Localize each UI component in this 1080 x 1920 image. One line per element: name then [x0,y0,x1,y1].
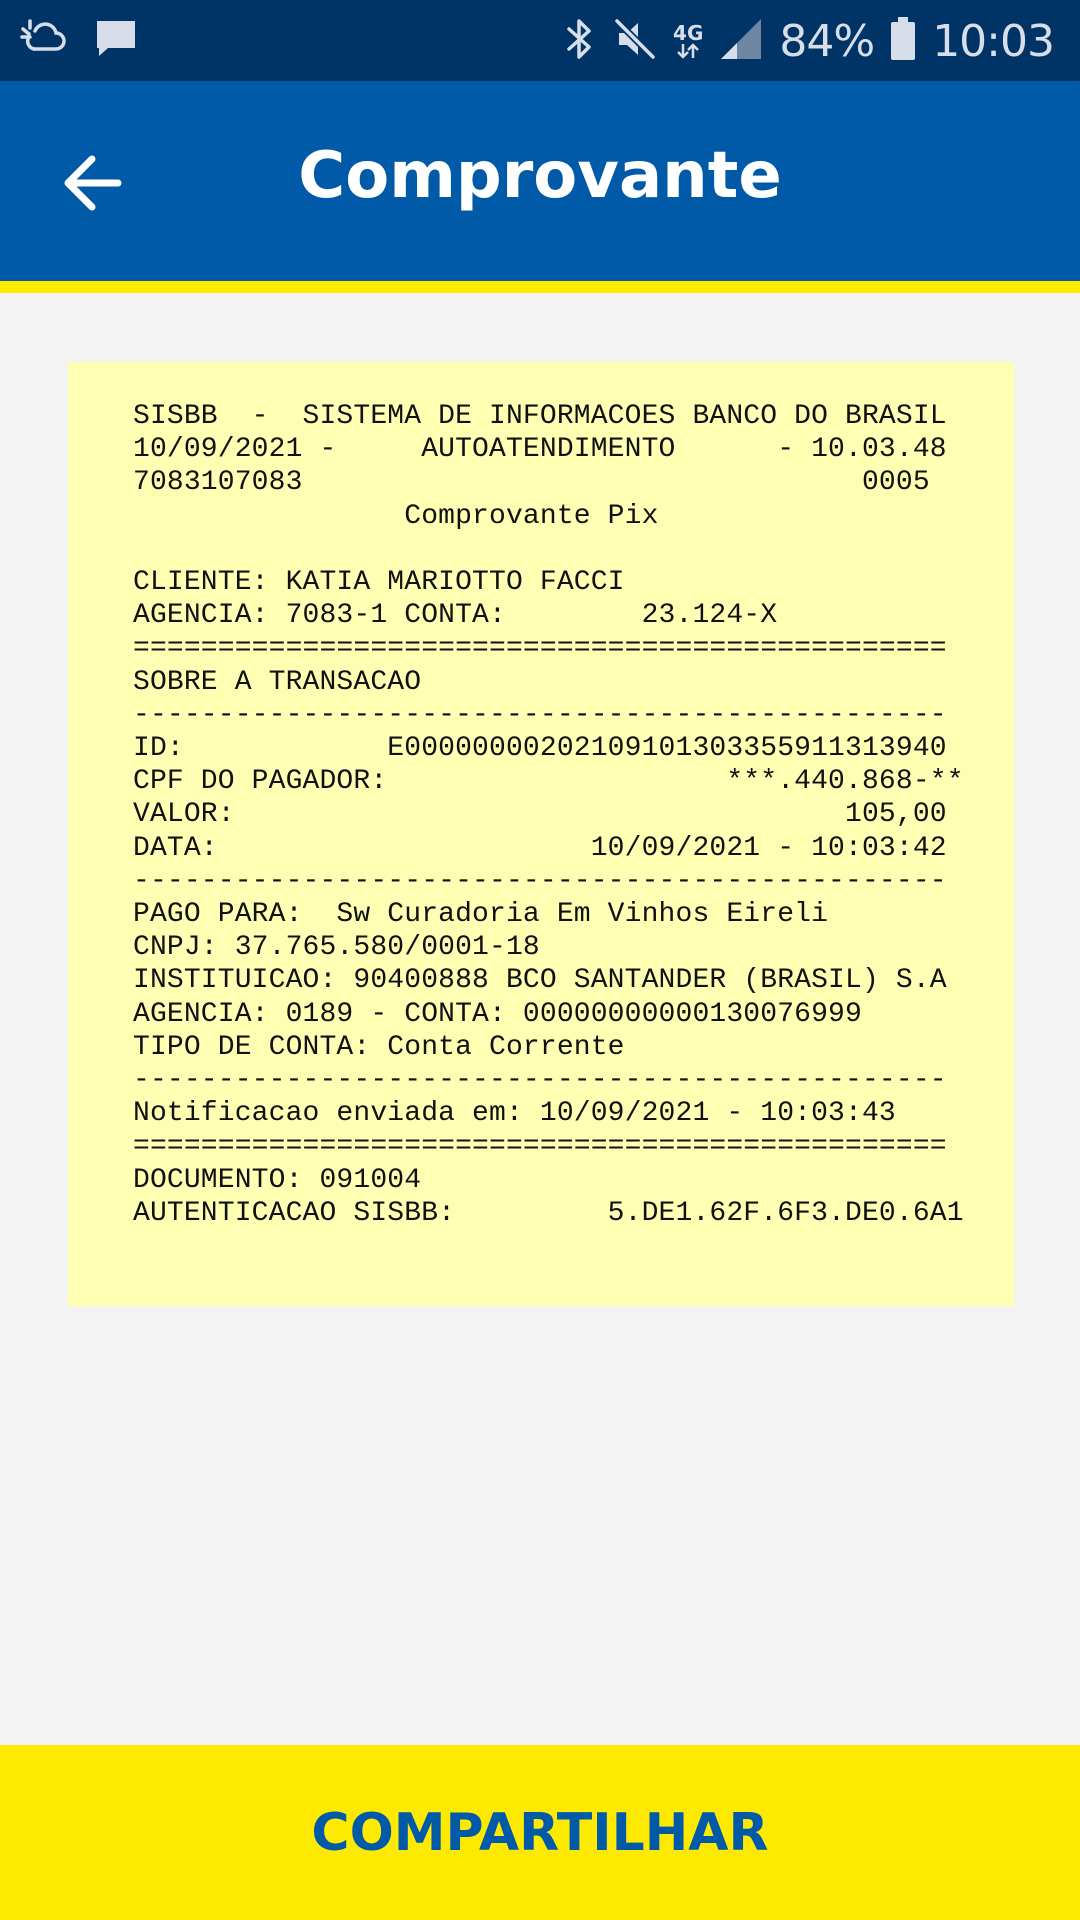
receipt-line: DOCUMENTO: 091004 [133,1164,422,1196]
receipt-text [133,400,1014,1230]
receipt-line: AGENCIA: 7083-1 CONTA: 23.124-X [133,600,778,632]
receipt-line: ================================================ [133,1131,947,1163]
signal-icon [719,17,763,66]
share-button-label: COMPARTILHAR [311,1802,769,1863]
receipt-line: SISBB - SISTEMA DE INFORMACOES BANCO DO BRASIL [133,401,947,432]
battery-percent: 84% [779,15,875,67]
receipt-line: ------------------------------------------------ [133,1065,947,1097]
receipt-line: TIPO DE CONTA: Conta Corrente [133,1031,625,1063]
bluetooth-icon [563,15,597,68]
receipt-line: 10/09/2021 - AUTOATENDIMENTO - 10.03.48 [133,434,947,466]
network-4g-indicator: 4G [673,23,703,59]
receipt-line: DATA: 10/09/2021 - 10:03:42 [133,832,947,864]
receipt-line: CPF DO PAGADOR: ***.440.868-** [133,766,964,798]
receipt-line: Notificacao enviada em: 10/09/2021 - 10:03:43 [133,1098,896,1130]
receipt-line: ID: E00000000202109101303355911313940 [133,733,947,765]
receipt-line: SOBRE A TRANSACAO [133,666,422,698]
receipt-line: CNPJ: 37.765.580/0001-18 [133,932,540,964]
receipt-line: AUTENTICACAO SISBB: 5.DE1.62F.6F3.DE0.6A1 [133,1197,964,1229]
receipt-card [68,362,1014,1306]
receipt-line: AGENCIA: 0189 - CONTA: 00000000000130076999 [133,998,862,1030]
share-button[interactable] [0,1745,1080,1920]
receipt-line: ------------------------------------------------ [133,865,947,897]
clock: 10:03 [932,15,1054,67]
receipt-line: VALOR: 105,00 [133,799,947,831]
status-bar [0,0,1080,81]
receipt-line: INSTITUICAO: 90400888 BCO SANTANDER (BRASIL) S.A [133,965,947,997]
battery-icon [890,17,916,66]
mute-icon [613,17,657,66]
receipt-line: 7083107083 0005 [133,467,930,499]
app-bar [0,81,1080,293]
receipt-line: PAGO PARA: Sw Curadoria Em Vinhos Eireli [133,899,829,931]
receipt-line: CLIENTE: KATIA MARIOTTO FACCI [133,567,625,599]
message-icon [94,18,138,65]
status-bar-left [20,18,138,64]
receipt-line: ================================================ [133,633,947,665]
sync-cloud-icon [20,19,68,64]
receipt-line: ------------------------------------------------ [133,699,947,731]
receipt-line: Comprovante Pix [133,500,659,532]
status-bar-right [563,10,1054,72]
page-title: Comprovante [298,139,782,213]
